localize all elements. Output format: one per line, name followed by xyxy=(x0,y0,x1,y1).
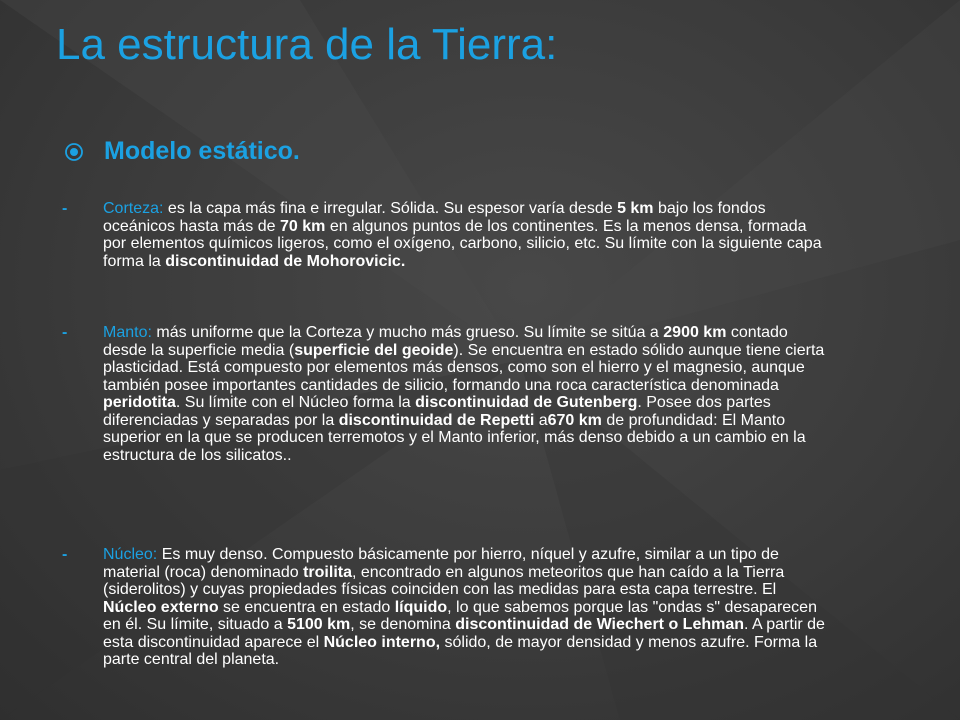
bold-text: discontinuidad de Wiechert o Lehman xyxy=(455,616,745,633)
bold-text: 5100 km xyxy=(287,616,351,633)
section-heading xyxy=(64,137,300,166)
text-run: en algunos puntos de los continentes. Es la menos densa, formada por elementos químicos ligeros, como el oxígeno, carbono, silicio, etc. Su límite con la siguiente capa forma la xyxy=(103,217,822,270)
text-run: a xyxy=(534,411,548,429)
bold-text: 5 km xyxy=(617,200,654,217)
bold-text: 70 km xyxy=(280,217,326,235)
section-label: Modelo estático. xyxy=(104,137,300,165)
layer-term: Núcleo: xyxy=(103,546,158,563)
text-run: Es muy denso. Compuesto básicamente por hierro, níquel y azufre, similar a un tipo de material (roca) denominado xyxy=(103,546,779,581)
bold-text: discontinuidad de Repetti xyxy=(338,411,535,429)
bold-text: troilita xyxy=(303,563,352,581)
layer-term: Corteza: xyxy=(103,200,164,217)
paragraph-body xyxy=(62,200,832,270)
text-run: se encuentra en estado xyxy=(218,598,395,616)
paragraph-manto xyxy=(62,324,832,464)
paragraph-body xyxy=(62,546,832,669)
text-run: , encontrado en algunos meteoritos que han caído a la Tierra (siderolitos) y cuyas propiedades físicas coinciden con las medidas para esta capa terrestre. El xyxy=(103,563,785,598)
layer-term: Manto: xyxy=(103,324,152,341)
text-run: sólido, de mayor densidad y menos azufre. Forma la parte central del planeta. xyxy=(103,633,818,668)
bold-text: 2900 km xyxy=(663,324,727,341)
text-run: . A partir de esta discontinuidad aparece el xyxy=(103,616,825,651)
bold-text: Núcleo interno, xyxy=(323,633,441,651)
dash-bullet: - xyxy=(62,324,68,341)
text-run: , se denomina xyxy=(350,616,456,633)
bold-text: discontinuidad de Gutenberg xyxy=(415,394,638,411)
paragraph-nucleo xyxy=(62,546,832,669)
bold-text: peridotita xyxy=(103,394,176,411)
circle-target-icon xyxy=(64,142,84,162)
bold-text: superficie del geoide xyxy=(294,341,454,359)
paragraph-corteza xyxy=(62,200,832,270)
text-run: . Su límite con el Núcleo forma la xyxy=(175,394,416,411)
bold-text: Núcleo externo xyxy=(103,598,219,616)
text-run: de profundidad: El Manto superior en la que se producen terremotos y el Manto inferior, más denso debido a un cambio en la estructura de los silicatos.. xyxy=(103,411,806,464)
text-run: es la capa más fina e irregular. Sólida. Su espesor varía desde xyxy=(163,200,618,217)
text-run: más uniforme que la Corteza y mucho más grueso. Su límite se sitúa a xyxy=(151,324,664,341)
text-run: bajo los fondos oceánicos hasta más de xyxy=(103,200,766,235)
text-run: ). Se encuentra en estado sólido aunque tiene cierta plasticidad. Está compuesto por elementos más densos, como son el hierro y el magnesio, aunque también posee importantes cantidades de silicio, formando una roca característica denominada xyxy=(103,341,825,394)
bold-text: líquido xyxy=(394,598,448,616)
dash-bullet: - xyxy=(62,546,68,563)
text-run: , lo que sabemos porque las "ondas s" desaparecen en él. Su límite, situado a xyxy=(103,598,817,633)
slide-title: La estructura de la Tierra: xyxy=(56,20,558,69)
bold-text: 670 km xyxy=(547,411,602,429)
bold-text: discontinuidad de Mohorovicic. xyxy=(165,252,406,270)
dash-bullet: - xyxy=(62,200,68,217)
text-run: . Posee dos partes diferenciadas y separadas por la xyxy=(103,394,771,429)
text-run: contado desde la superficie media ( xyxy=(103,324,788,359)
paragraph-body xyxy=(62,324,832,464)
